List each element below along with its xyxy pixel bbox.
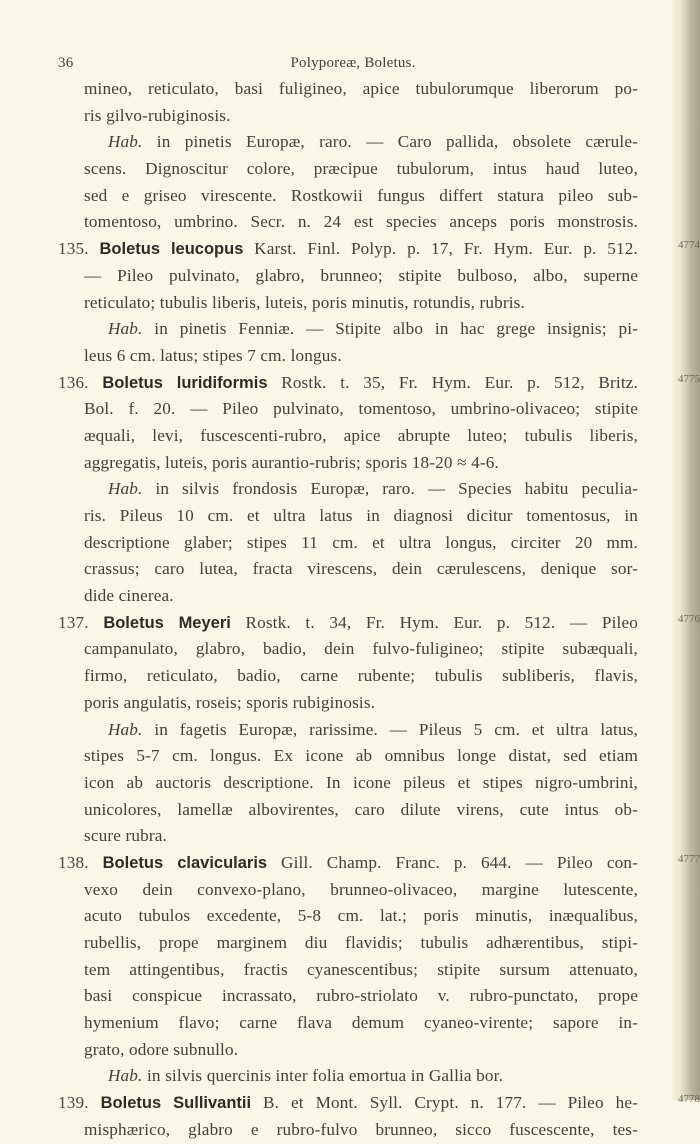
- text-line: [58, 903, 638, 930]
- line-text: leus 6 cm. latus; stipes 7 cm. longus.: [84, 345, 342, 365]
- line-text: aggregatis, luteis, poris aurantio-rubris; sporis 18-20 ≈ 4-6.: [84, 452, 499, 472]
- text-line: [58, 983, 638, 1010]
- line-text: ris. Pileus 10 cm. et ultra latus in diagnosi dicitur tomentosus, in: [84, 506, 638, 525]
- text-line: [58, 930, 638, 957]
- habitat-label: Hab.: [108, 319, 143, 339]
- line-text: scens. Dignoscitur colore, præcipue tubulorum, intus haud luteo,: [84, 159, 638, 179]
- habitat-line: [58, 1063, 638, 1090]
- habitat-label: Hab.: [108, 479, 143, 499]
- entry-number: 136.: [58, 372, 89, 392]
- line-text: vexo dein convexo-plano, brunneo-olivaceo, margine lutescente,: [84, 879, 638, 899]
- margin-number: 4774: [678, 239, 700, 252]
- margin-number: 4776: [678, 612, 700, 625]
- citation-text: Gill. Champ. Franc. p. 644. — Pileo con-: [267, 852, 638, 872]
- citation-text: B. et Mont. Syll. Crypt. n. 177. — Pileo he-: [251, 1093, 638, 1113]
- text-line: [58, 156, 638, 183]
- text-line: [58, 530, 638, 557]
- line-text: poris angulatis, roseis; sporis rubiginosis.: [84, 692, 376, 712]
- text-line: [58, 503, 638, 530]
- text-line: [58, 743, 638, 770]
- line-text: icon ab auctoris descriptione. In icone pileus et stipes nigro-umbrini,: [84, 772, 638, 792]
- habitat-line: [58, 129, 638, 156]
- entry-number: 137.: [58, 612, 89, 632]
- text-line: [58, 797, 638, 824]
- habitat-label: Hab.: [108, 719, 143, 739]
- page-edge-binding: [678, 0, 700, 1100]
- line-text: hymenium flavo; carne flava demum cyaneo-virente; sapore in-: [84, 1013, 638, 1033]
- text-line: [58, 103, 638, 130]
- line-text: in pinetis Europæ, raro. — Caro pallida, obsolete cærule-: [142, 132, 638, 152]
- line-text: rubellis, prope marginem diu flavidis; tubulis adhærentibus, stipi-: [84, 933, 638, 952]
- line-text: in silvis quercinis inter folia emortua in Gallia bor.: [142, 1066, 504, 1086]
- margin-number: 4777: [678, 852, 700, 865]
- body-text: [58, 76, 700, 1144]
- line-text: reticulato; tubulis liberis, luteis, poris minutis, rotundis, rubris.: [84, 292, 525, 312]
- species-name: Boletus Meyeri: [103, 613, 231, 632]
- line-text: basi conspicue incrassato, rubro-striolato v. rubro-punctato, prope: [84, 986, 638, 1006]
- line-text: unicolores, lamellæ albovirentes, caro dilute virens, cute intus ob-: [84, 799, 638, 819]
- text-line: [58, 636, 638, 663]
- line-text: æquali, levi, fuscescenti-rubro, apice abrupte luteo; tubulis liberis,: [84, 425, 638, 445]
- line-text: Bol. f. 20. — Pileo pulvinato, tomentoso, umbrino-olivaceo; stipite: [84, 399, 638, 419]
- line-text: mineo, reticulato, basi fuligineo, apice tubulorumque liberorum po-: [84, 79, 638, 98]
- species-entry-line: [58, 370, 700, 397]
- species-name: Boletus leucopus: [99, 240, 244, 259]
- habitat-label: Hab.: [108, 132, 143, 152]
- line-text: campanulato, glabro, badio, dein fulvo-fuligineo; stipite subæquali,: [84, 639, 638, 659]
- text-line: [58, 877, 638, 904]
- running-head: Polyporeæ, Boletus.: [290, 55, 416, 71]
- line-text: crassus; caro lutea, fracta virescens, dein cærulescens, denique sor-: [84, 559, 638, 579]
- citation-text: Rostk. t. 35, Fr. Hym. Eur. p. 512, Britz.: [267, 372, 638, 392]
- line-text: — Pileo pulvinato, glabro, brunneo; stipite bulboso, albo, superne: [84, 265, 638, 285]
- text-line: [58, 450, 638, 477]
- text-line: [58, 263, 638, 290]
- species-entry-line: [58, 850, 700, 877]
- line-text: acuto tubulos excedente, 5-8 cm. lat.; poris minutis, inæqualibus,: [84, 906, 638, 926]
- line-text: in fagetis Europæ, rarissime. — Pileus 5 cm. et ultra latus,: [142, 719, 638, 739]
- line-text: scure rubra.: [84, 826, 167, 846]
- line-text: dide cinerea.: [84, 586, 174, 606]
- line-text: sed e griseo virescente. Rostkowii fungus differt statura pileo sub-: [84, 185, 638, 205]
- text-line: [58, 343, 638, 370]
- entry-number: 138.: [58, 852, 89, 872]
- line-text: in pinetis Fenniæ. — Stipite albo in hac grege insignis; pi-: [142, 319, 638, 339]
- citation-text: Rostk. t. 34, Fr. Hym. Eur. p. 512. — Pileo: [230, 612, 639, 632]
- line-text: descriptione glaber; stipes 11 cm. et ultra longus, circiter 20 mm.: [84, 532, 638, 552]
- species-entry-line: [58, 1090, 700, 1117]
- line-text: misphærico, glabro e rubro-fulvo brunneo, sicco fuscescente, tes-: [84, 1119, 638, 1139]
- text-line: [58, 770, 638, 797]
- line-text: stipes 5-7 cm. longus. Ex icone ab omnibus longe distat, sed etiam: [84, 746, 638, 766]
- text-line: [58, 690, 638, 717]
- line-text: ris gilvo-rubiginosis.: [84, 105, 231, 125]
- text-line: [58, 1037, 638, 1064]
- text-line: [58, 583, 638, 610]
- citation-text: Karst. Finl. Polyp. p. 17, Fr. Hym. Eur. p. 512.: [243, 239, 638, 259]
- habitat-line: [58, 717, 638, 744]
- habitat-label: Hab.: [108, 1066, 143, 1086]
- margin-number: 4778: [678, 1093, 700, 1106]
- text-line: [58, 290, 638, 317]
- text-line: [58, 556, 638, 583]
- text-line: [58, 423, 638, 450]
- habitat-line: [58, 476, 638, 503]
- species-entry-line: [58, 610, 700, 637]
- line-text: tem attingentibus, fractis cyanescentibus; stipite sursum attenuato,: [84, 959, 638, 979]
- text-line: [58, 1117, 638, 1144]
- habitat-line: [58, 316, 638, 343]
- text-line: [58, 823, 638, 850]
- entry-number: 135.: [58, 239, 89, 259]
- species-name: Boletus clavicularis: [102, 853, 268, 872]
- line-text: firmo, reticulato, badio, carne rubente; tubulis subliberis, flavis,: [84, 666, 638, 686]
- text-line: [58, 957, 638, 984]
- text-line: [58, 663, 638, 690]
- line-text: tomentoso, umbrino. Secr. n. 24 est species anceps poris monstrosis.: [84, 212, 638, 232]
- text-line: [58, 1010, 638, 1037]
- text-line: [58, 209, 638, 236]
- species-name: Boletus luridiformis: [102, 373, 268, 392]
- margin-number: 4775: [678, 372, 700, 385]
- text-line: [58, 76, 638, 103]
- species-name: Boletus Sullivantii: [100, 1094, 252, 1113]
- page-header: [58, 55, 618, 75]
- line-text: grato, odore subnullo.: [84, 1039, 239, 1059]
- line-text: in silvis frondosis Europæ, raro. — Species habitu peculia-: [142, 479, 638, 499]
- entry-number: 139.: [58, 1093, 89, 1113]
- text-line: [58, 183, 638, 210]
- species-entry-line: [58, 236, 700, 263]
- text-line: [58, 396, 638, 423]
- page-number: 36: [58, 55, 74, 71]
